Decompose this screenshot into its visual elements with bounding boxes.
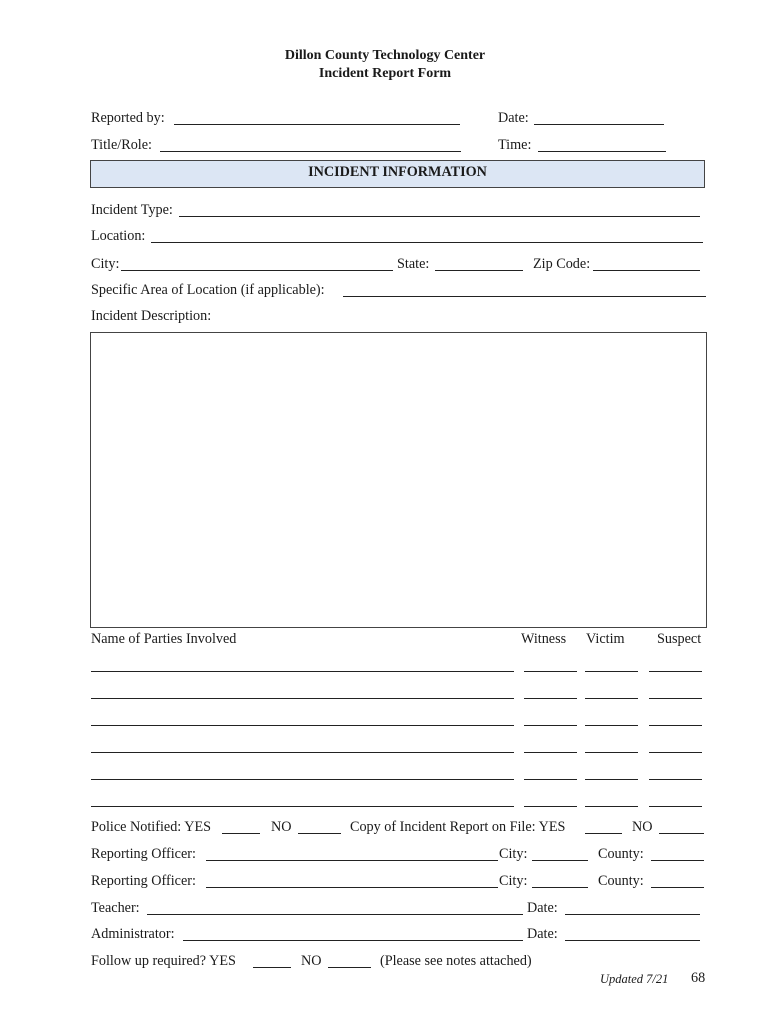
officer-county-label: County: [598,846,644,862]
party-victim-field[interactable] [585,779,638,780]
witness-column-label: Witness [521,631,567,647]
date-label: Date: [498,110,529,126]
officer-county-field[interactable] [651,887,704,888]
incident-description-box[interactable] [90,332,707,628]
party-name-field[interactable] [91,806,514,807]
page-number: 68 [691,970,706,986]
teacher-label: Teacher: [91,900,140,916]
parties-involved-label: Name of Parties Involved [91,631,237,647]
party-witness-field[interactable] [524,698,577,699]
party-witness-field[interactable] [524,725,577,726]
party-victim-field[interactable] [585,752,638,753]
follow-up-no-field[interactable] [328,967,371,968]
title-role-field[interactable] [160,151,461,152]
officer-city-label: City: [499,846,528,862]
officer-county-label: County: [598,873,644,889]
party-witness-field[interactable] [524,779,577,780]
city-label: City: [91,256,120,272]
reporting-officer-field[interactable] [206,860,498,861]
party-witness-field[interactable] [524,671,577,672]
state-label: State: [397,256,430,272]
party-victim-field[interactable] [585,698,638,699]
location-label: Location: [91,228,146,244]
party-suspect-field[interactable] [649,806,702,807]
location-field[interactable] [151,242,703,243]
party-suspect-field[interactable] [649,779,702,780]
administrator-label: Administrator: [91,926,175,942]
party-victim-field[interactable] [585,671,638,672]
officer-city-field[interactable] [532,860,588,861]
police-no-label: NO [271,819,292,835]
date-field[interactable] [534,124,664,125]
police-notified-label: Police Notified: YES [91,819,212,835]
specific-area-field[interactable] [343,296,706,297]
city-field[interactable] [121,270,393,271]
state-field[interactable] [435,270,523,271]
updated-date: Updated 7/21 [600,972,669,986]
specific-area-label: Specific Area of Location (if applicable): [91,282,325,298]
party-name-field[interactable] [91,725,514,726]
zip-code-field[interactable] [593,270,700,271]
party-name-field[interactable] [91,698,514,699]
teacher-field[interactable] [147,914,523,915]
party-name-field[interactable] [91,752,514,753]
suspect-column-label: Suspect [657,631,702,647]
teacher-date-field[interactable] [565,914,700,915]
party-suspect-field[interactable] [649,725,702,726]
incident-type-field[interactable] [179,216,700,217]
notes-attached-text: (Please see notes attached) [380,953,532,969]
party-name-field[interactable] [91,779,514,780]
officer-city-field[interactable] [532,887,588,888]
incident-description-label: Incident Description: [91,308,212,324]
reporting-officer-label: Reporting Officer: [91,846,196,862]
party-witness-field[interactable] [524,752,577,753]
copy-no-label: NO [632,819,653,835]
time-field[interactable] [538,151,666,152]
reporting-officer-field[interactable] [206,887,498,888]
time-label: Time: [498,137,532,153]
party-victim-field[interactable] [585,725,638,726]
follow-up-no-label: NO [301,953,322,969]
follow-up-label: Follow up required? YES [91,953,236,969]
teacher-date-label: Date: [527,900,558,916]
party-name-field[interactable] [91,671,514,672]
party-witness-field[interactable] [524,806,577,807]
party-suspect-field[interactable] [649,671,702,672]
party-suspect-field[interactable] [649,698,702,699]
copy-yes-field[interactable] [585,833,622,834]
reported-by-label: Reported by: [91,110,165,126]
police-no-field[interactable] [298,833,341,834]
follow-up-yes-field[interactable] [253,967,291,968]
officer-county-field[interactable] [651,860,704,861]
incident-information-header: INCIDENT INFORMATION [90,160,705,188]
title-role-label: Title/Role: [91,137,152,153]
administrator-date-label: Date: [527,926,558,942]
officer-city-label: City: [499,873,528,889]
party-victim-field[interactable] [585,806,638,807]
victim-column-label: Victim [586,631,625,647]
reporting-officer-label: Reporting Officer: [91,873,196,889]
incident-type-label: Incident Type: [91,202,173,218]
form-title: Incident Report Form [318,66,452,81]
form-organization-title: Dillon County Technology Center [284,48,486,63]
copy-no-field[interactable] [659,833,704,834]
administrator-date-field[interactable] [565,940,700,941]
party-suspect-field[interactable] [649,752,702,753]
administrator-field[interactable] [183,940,523,941]
police-yes-field[interactable] [222,833,260,834]
zip-code-label: Zip Code: [533,256,591,272]
copy-on-file-label: Copy of Incident Report on File: YES [350,819,566,835]
reported-by-field[interactable] [174,124,460,125]
